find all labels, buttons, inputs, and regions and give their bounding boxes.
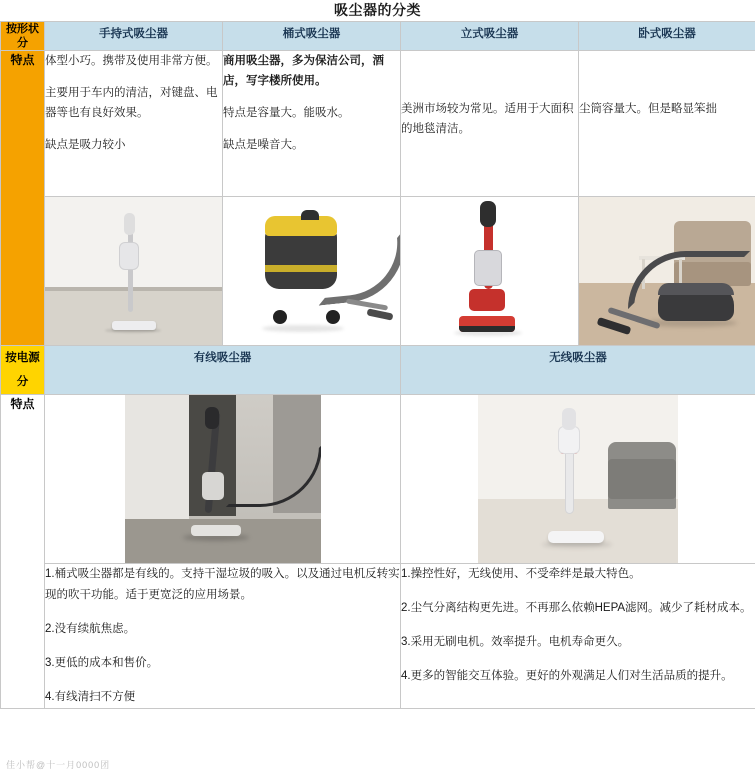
- cordless-feature-list: [401, 564, 755, 709]
- cordless-item-4: 4.更多的智能交互体验。更好的外观满足人们对生活品质的提升。: [401, 670, 733, 682]
- classification-table: [0, 21, 755, 709]
- page-title: 吸尘器的分类: [334, 2, 421, 18]
- corded-item-3: 3.更低的成本和售价。: [45, 657, 159, 669]
- power-feature-label: 特点: [1, 395, 45, 709]
- upright-image-cell: [401, 197, 579, 346]
- watermark: 佳小帮@十一月0000团: [6, 760, 111, 770]
- shape-text-row: [1, 51, 755, 197]
- handheld-image-cell: [45, 197, 223, 346]
- column-header-canister: 卧式吸尘器: [579, 22, 755, 51]
- corded-item-2: 2.没有续航焦虑。: [45, 623, 136, 635]
- cordless-item-3: 3.采用无刷电机。效率提升。电机寿命更久。: [401, 636, 630, 648]
- column-header-upright: 立式吸尘器: [401, 22, 579, 51]
- corded-item-1: 1.桶式吸尘器都是有线的。支持干湿垃圾的吸入。以及通过电机反转实现的吹干功能。适于更宽泛的应用场景。: [45, 568, 400, 601]
- shape-feature-label: 特点: [1, 51, 45, 346]
- cordless-vacuum-photo: [478, 395, 678, 563]
- canister-vacuum-photo: [579, 197, 755, 345]
- upright-desc-line-1: 美洲市场较为常见。适用于大面积的地毯清洁。: [401, 103, 574, 135]
- canister-image-cell: [579, 197, 755, 346]
- corded-feature-list: [45, 564, 401, 709]
- shape-row-label: 按形状分: [1, 22, 45, 51]
- drum-vacuum-photo: [223, 197, 400, 345]
- corded-item-4: 4.有线清扫不方便: [45, 691, 136, 703]
- upright-description: [401, 51, 579, 197]
- handheld-description: [45, 51, 223, 197]
- drum-image-cell: [223, 197, 401, 346]
- column-header-handheld: 手持式吸尘器: [45, 22, 223, 51]
- drum-desc-line-2: 特点是容量大。能吸水。: [223, 107, 350, 119]
- power-header-row: [1, 346, 755, 395]
- shape-header-row: [1, 22, 755, 51]
- power-text-row: [1, 564, 755, 709]
- handheld-desc-line-1: 体型小巧。携带及使用非常方便。: [45, 55, 218, 67]
- column-header-corded: 有线吸尘器: [45, 346, 401, 395]
- column-header-drum: 桶式吸尘器: [223, 22, 401, 51]
- drum-desc-line-3: 缺点是噪音大。: [223, 139, 304, 151]
- canister-desc-line-1: 尘筒容量大。但是略显笨拙: [579, 103, 717, 115]
- handheld-desc-line-3: 缺点是吸力较小: [45, 139, 126, 151]
- drum-description: [223, 51, 401, 197]
- shape-image-row: [1, 197, 755, 346]
- cordless-image-cell: [401, 395, 755, 564]
- corded-vacuum-photo: [125, 395, 321, 563]
- column-header-cordless: 无线吸尘器: [401, 346, 755, 395]
- drum-desc-line-1: 商用吸尘器，多为保洁公司，酒店，写字楼所使用。: [223, 55, 384, 87]
- canister-description: [579, 51, 755, 197]
- cordless-item-2: 2.尘气分离结构更先进。不再那么依赖HEPA滤网。减少了耗材成本。: [401, 602, 752, 614]
- cordless-item-1: 1.操控性好，无线使用、不受牵绊是最大特色。: [401, 568, 641, 580]
- power-row-label: 按电源分: [1, 346, 45, 395]
- handheld-desc-line-2: 主要用于车内的清洁，对键盘、电器等也有良好效果。: [45, 87, 218, 119]
- handheld-vacuum-photo: [45, 197, 222, 345]
- upright-vacuum-photo: [401, 197, 578, 345]
- power-image-row: [1, 395, 755, 564]
- corded-image-cell: [45, 395, 401, 564]
